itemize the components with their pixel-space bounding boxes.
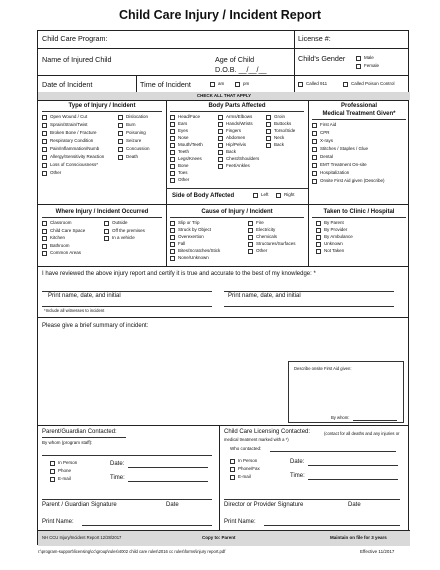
checkbox-box[interactable] bbox=[170, 249, 175, 254]
checkbox-box[interactable] bbox=[42, 236, 47, 241]
location-option-label: Classroom bbox=[50, 220, 72, 225]
checkbox-box[interactable] bbox=[170, 129, 175, 134]
divider bbox=[38, 317, 408, 318]
time-label: Time of Incident bbox=[140, 80, 191, 89]
checkbox-box[interactable] bbox=[248, 249, 253, 254]
checkbox-box[interactable] bbox=[312, 123, 317, 128]
heading-underline bbox=[170, 217, 304, 218]
cause-option-label: Overexertion bbox=[178, 234, 204, 239]
checkbox-box[interactable] bbox=[316, 249, 321, 254]
checkbox-box[interactable] bbox=[170, 122, 175, 127]
taken-option-label: Unknown bbox=[324, 241, 343, 246]
divider bbox=[136, 75, 137, 92]
body-part-option-label: Torso/Side bbox=[274, 128, 296, 133]
injury-option-label: Respiratory Condition bbox=[50, 138, 94, 143]
divider bbox=[219, 425, 220, 530]
checkbox-box[interactable] bbox=[170, 256, 175, 261]
age-label: Age of Child bbox=[215, 55, 255, 64]
checkbox-box[interactable] bbox=[42, 171, 47, 176]
taken-option-label: Not Taken bbox=[324, 248, 345, 253]
parent-heading: Parent/Guardian Contacted: bbox=[42, 429, 117, 435]
checkbox-box[interactable] bbox=[104, 229, 109, 234]
checkbox-box[interactable] bbox=[266, 143, 271, 148]
parent-time-line[interactable] bbox=[128, 481, 208, 482]
body-part-option-label: Bone bbox=[178, 163, 189, 168]
checkbox-box[interactable] bbox=[312, 131, 317, 136]
parent-phone-label: Phone bbox=[58, 468, 72, 473]
checkbox-box[interactable] bbox=[312, 155, 317, 160]
body-part-option-label: Fingers bbox=[226, 128, 242, 133]
checkbox-box[interactable] bbox=[170, 136, 175, 141]
date-label: Date of Incident bbox=[42, 80, 93, 89]
checkbox-box[interactable] bbox=[266, 136, 271, 141]
divider bbox=[38, 100, 408, 101]
checkbox-box[interactable] bbox=[218, 157, 223, 162]
taken-heading: Taken to Clinic / Hospital bbox=[323, 209, 395, 215]
divider bbox=[294, 48, 295, 75]
checkbox-box[interactable] bbox=[266, 129, 271, 134]
parent-by-whom-line[interactable] bbox=[42, 455, 212, 456]
checkbox-box[interactable] bbox=[316, 221, 321, 226]
checkbox-box[interactable] bbox=[170, 157, 175, 162]
checkbox-box[interactable] bbox=[42, 244, 47, 249]
gender-label: Child's Gender bbox=[298, 54, 346, 63]
body-part-option-label: Hands/Wrists bbox=[226, 121, 253, 126]
file-path: r:\program-support\licensing\cc\group\rules\4002 child care rules\2016 cc rules\forms\injury report.pdf bbox=[38, 549, 226, 554]
checkbox-box[interactable] bbox=[42, 147, 47, 152]
divider bbox=[294, 31, 295, 48]
location-option-label: Off the premises bbox=[112, 227, 145, 233]
copy-to: Copy to: Parent bbox=[202, 535, 236, 540]
licensing-in-person-label: In Person bbox=[238, 458, 258, 463]
checkbox-box[interactable] bbox=[312, 179, 317, 184]
checkbox-box[interactable] bbox=[42, 115, 47, 120]
checkbox-box[interactable] bbox=[316, 235, 321, 240]
certify-statement: I have reviewed the above injury report and certify it is true and accurate to the best of my knowledge: bbox=[42, 271, 312, 277]
witness-line-4[interactable] bbox=[224, 306, 394, 307]
injury-option-label: Dislocation bbox=[126, 114, 149, 119]
checkbox-box[interactable] bbox=[118, 115, 123, 120]
certify-star: * bbox=[313, 271, 316, 277]
checkbox-box[interactable] bbox=[218, 143, 223, 148]
licensing-who-label: Who contacted: bbox=[230, 446, 262, 451]
treatment-heading-1: Professional bbox=[340, 103, 377, 109]
heading-underline bbox=[42, 217, 162, 218]
parent-signature-line[interactable] bbox=[42, 499, 212, 500]
called-911-label: Called 911 bbox=[306, 81, 328, 86]
checkbox-box[interactable] bbox=[170, 242, 175, 247]
witness-line-3[interactable] bbox=[42, 306, 212, 307]
licensing-print-name-label: Print Name: bbox=[224, 519, 256, 525]
body-part-option-label: Abdomen bbox=[226, 135, 246, 140]
checkbox-box[interactable] bbox=[170, 164, 175, 169]
checkbox-box[interactable] bbox=[218, 122, 223, 127]
program-label: Child Care Program: bbox=[42, 34, 108, 43]
checkbox-box[interactable] bbox=[218, 129, 223, 134]
checkbox-box[interactable] bbox=[218, 115, 223, 120]
male-label: Male bbox=[364, 55, 374, 60]
injury-option-label: Allergy/Sensitivity Reaction bbox=[50, 154, 105, 159]
checkbox-box[interactable] bbox=[118, 139, 123, 144]
body-part-option-label: Feet/Ankles bbox=[226, 163, 250, 168]
taken-option-label: By Ambulance bbox=[324, 234, 353, 239]
licensing-who-line[interactable] bbox=[270, 451, 396, 452]
body-part-option-label: Eyes bbox=[178, 128, 189, 133]
parent-print-name-label: Print Name: bbox=[42, 519, 74, 525]
divider bbox=[38, 266, 408, 267]
licensing-signature-label: Director or Provider Signature bbox=[224, 502, 304, 508]
location-option-label: Child Care Space bbox=[50, 227, 86, 233]
witness-line-1[interactable] bbox=[42, 291, 212, 292]
heading-underline bbox=[312, 217, 406, 218]
cause-heading: Cause of Injury / Incident bbox=[201, 209, 273, 215]
checkbox-box[interactable] bbox=[42, 155, 47, 160]
injury-option-label: Pain/Inflammation/Numb bbox=[50, 146, 100, 151]
cause-option-label: Other bbox=[256, 248, 268, 253]
licensing-print-name-line[interactable] bbox=[264, 525, 400, 526]
checkbox-box[interactable] bbox=[248, 221, 253, 226]
treatment-heading-2: Medical Treatment Given* bbox=[322, 111, 396, 117]
checkbox-box[interactable] bbox=[316, 228, 321, 233]
checkbox-box[interactable] bbox=[218, 164, 223, 169]
treatment-option-label: EMT Treatment On-site bbox=[320, 162, 367, 167]
parent-email-label: E-mail bbox=[58, 476, 71, 481]
report-form bbox=[37, 30, 409, 545]
parent-in-person-label: In Person bbox=[58, 460, 78, 465]
body-part-option-label: Arms/Elbows bbox=[226, 114, 253, 119]
licensing-time-label: Time: bbox=[290, 473, 305, 479]
checkbox-box[interactable] bbox=[248, 235, 253, 240]
checkbox-box[interactable] bbox=[316, 242, 321, 247]
describe-label: Describe onsite First Aid given: bbox=[294, 366, 352, 371]
body-part-option-label: Chest/Shoulders bbox=[226, 156, 260, 161]
treatment-option-label: Onsite First Aid given (Describe) bbox=[320, 178, 385, 183]
left-side-label: Left bbox=[261, 192, 269, 197]
checkbox-box[interactable] bbox=[118, 123, 123, 128]
location-option-label: In a vehicle bbox=[112, 235, 135, 240]
checkbox-box[interactable] bbox=[248, 242, 253, 247]
checkbox-box[interactable] bbox=[170, 150, 175, 155]
treatment-option-label: Dental bbox=[320, 154, 334, 159]
checkbox-box[interactable] bbox=[118, 131, 123, 136]
cause-option-label: Slip or Trip bbox=[178, 220, 200, 225]
checkbox-box[interactable] bbox=[312, 147, 317, 152]
female-label: Female bbox=[364, 63, 380, 68]
injury-option-label: Concussion bbox=[126, 146, 150, 151]
heading-underline bbox=[42, 437, 126, 438]
treatment-option-label: Hospitalization bbox=[320, 170, 350, 175]
checkbox-box[interactable] bbox=[42, 221, 47, 226]
parent-signature-label: Parent / Guardian Signature bbox=[42, 502, 117, 508]
divider bbox=[38, 48, 408, 49]
summary-label: Please give a brief summary of incident: bbox=[42, 323, 149, 329]
checkbox-box[interactable] bbox=[104, 221, 109, 226]
body-part-option-label: Toes bbox=[178, 170, 188, 175]
checkbox-box[interactable] bbox=[312, 171, 317, 176]
by-whom-summary-label: By whom: bbox=[331, 415, 350, 420]
taken-option-label: By Provider bbox=[324, 227, 348, 232]
parent-date-line[interactable] bbox=[128, 467, 208, 468]
treatment-option-label: CPR bbox=[320, 130, 330, 135]
body-part-option-label: Head/Face bbox=[178, 114, 201, 119]
checkbox-box[interactable] bbox=[170, 171, 175, 176]
parent-time-label: Time: bbox=[110, 475, 125, 481]
body-part-option-label: Other bbox=[178, 177, 190, 182]
body-part-option-label: Nose bbox=[178, 135, 189, 140]
injury-option-label: Poisoning bbox=[126, 130, 146, 135]
body-part-option-label: Buttocks bbox=[274, 121, 292, 126]
injury-option-label: Open Wound / Cut bbox=[50, 114, 88, 119]
licensing-time-line[interactable] bbox=[308, 479, 398, 480]
checkbox-box[interactable] bbox=[312, 163, 317, 168]
licensing-phone-label: Phone/Fax bbox=[238, 466, 260, 471]
cause-option-label: Electricity bbox=[256, 227, 276, 232]
right-side-label: Right bbox=[284, 192, 295, 197]
treatment-option-label: X-rays bbox=[320, 138, 334, 143]
cause-option-label: Struck by Object bbox=[178, 227, 212, 232]
parent-print-name-line[interactable] bbox=[82, 525, 212, 526]
poison-control-label: Called Poison Control bbox=[351, 81, 395, 86]
witness-note: *Include all witnesses to incident bbox=[44, 308, 105, 313]
body-part-option-label: Back bbox=[226, 149, 237, 154]
maintain-note: Maintain on file for 3 years bbox=[330, 535, 387, 540]
checkbox-box[interactable] bbox=[118, 147, 123, 152]
cause-option-label: None/Unknown bbox=[178, 255, 209, 260]
checkbox-box[interactable] bbox=[170, 143, 175, 148]
injury-option-label: Loss of Consciousness* bbox=[50, 162, 99, 167]
checkbox-box[interactable] bbox=[218, 150, 223, 155]
checkbox-box[interactable] bbox=[42, 229, 47, 234]
licensing-note: (contact for all deaths and any injuries or medical treatment marked with a *) bbox=[224, 431, 400, 443]
divider bbox=[38, 425, 408, 426]
side-label: Side of Body Affected bbox=[172, 193, 235, 199]
license-label: License #: bbox=[298, 34, 331, 43]
checkbox-box[interactable] bbox=[248, 228, 253, 233]
taken-option-label: By Parent bbox=[324, 220, 344, 225]
checkbox-box[interactable] bbox=[312, 139, 317, 144]
witness-line-2[interactable] bbox=[224, 291, 394, 292]
treatment-option-label: Stitches / Staples / Glue bbox=[320, 146, 369, 151]
licensing-signature-line[interactable] bbox=[224, 499, 400, 500]
body-part-option-label: Hip/Pelvis bbox=[226, 142, 247, 147]
location-option-label: Outside bbox=[112, 220, 128, 225]
where-heading: Where Injury / Incident Occurred bbox=[55, 209, 149, 215]
heading-underline bbox=[312, 119, 406, 120]
cause-option-label: Bites/Scratches/Stick bbox=[178, 248, 221, 253]
certify-text bbox=[42, 271, 316, 277]
check-all-label: CHECK ALL THAT APPLY bbox=[196, 93, 252, 98]
injury-option-label: Sprain/Strain/Twist bbox=[50, 122, 88, 127]
licensing-sig-date-label: Date bbox=[348, 502, 361, 508]
heading-underline bbox=[42, 111, 162, 112]
body-part-option-label: Mouth/Teeth bbox=[178, 142, 203, 147]
checkbox-box[interactable] bbox=[42, 123, 47, 128]
injury-option-label: Burn bbox=[126, 122, 136, 127]
injury-option-label: Death bbox=[126, 154, 139, 159]
licensing-heading: Child Care Licensing Contacted: bbox=[224, 429, 311, 435]
am-label: am bbox=[218, 81, 225, 86]
body-part-option-label: Neck bbox=[274, 135, 285, 140]
checkbox-box[interactable] bbox=[170, 228, 175, 233]
divider bbox=[38, 204, 408, 205]
checkbox-box[interactable] bbox=[118, 155, 123, 160]
divider bbox=[166, 188, 308, 189]
cause-option-label: Fire bbox=[256, 220, 264, 225]
body-part-option-label: Teeth bbox=[178, 149, 190, 154]
print-name-label-1: Print name, date, and initial bbox=[48, 293, 121, 299]
print-name-label-2: Print name, date, and initial bbox=[228, 293, 301, 299]
checkbox-box[interactable] bbox=[266, 115, 271, 120]
licensing-date-label: Date: bbox=[290, 459, 305, 465]
parent-sig-date-label: Date bbox=[166, 502, 179, 508]
injury-heading: Type of Injury / Incident bbox=[68, 103, 136, 109]
body-part-option-label: Legs/Knees bbox=[178, 156, 202, 161]
checkbox-box[interactable] bbox=[42, 139, 47, 144]
injury-option-label: Other bbox=[50, 170, 62, 175]
injured-child-label: Name of Injured Child bbox=[42, 55, 112, 64]
pm-label: pm bbox=[243, 81, 250, 86]
location-option-label: Bathroom bbox=[50, 242, 70, 248]
cause-option-label: Fall bbox=[178, 241, 186, 246]
checkbox-box[interactable] bbox=[42, 131, 47, 136]
treatment-option-label: First Aid bbox=[320, 122, 337, 127]
parent-date-label: Date: bbox=[110, 461, 125, 467]
body-heading: Body Parts Affected bbox=[208, 103, 266, 109]
checkbox-box[interactable] bbox=[170, 221, 175, 226]
checkbox-box[interactable] bbox=[42, 251, 47, 256]
cause-option-label: Structures/Surfaces bbox=[256, 241, 296, 246]
checkbox-box[interactable] bbox=[42, 163, 47, 168]
body-part-option-label: Groin bbox=[274, 114, 286, 119]
injury-option-label: Seizure bbox=[126, 138, 142, 143]
licensing-date-line[interactable] bbox=[308, 465, 398, 466]
by-whom-line[interactable] bbox=[353, 420, 397, 421]
location-option-label: Common Areas bbox=[50, 250, 82, 255]
effective-date: Effective 11/2017 bbox=[360, 549, 395, 554]
checkbox-box[interactable] bbox=[170, 178, 175, 183]
body-part-option-label: Back bbox=[274, 142, 285, 147]
checkbox-box[interactable] bbox=[170, 235, 175, 240]
checkbox-box[interactable] bbox=[170, 115, 175, 120]
licensing-email-label: E-mail bbox=[238, 474, 251, 479]
parent-by-whom-label: By whom (program staff): bbox=[42, 440, 93, 445]
heading-underline bbox=[170, 111, 304, 112]
injury-option-label: Broken Bone / Fracture bbox=[50, 130, 97, 135]
body-part-option-label: Ears bbox=[178, 121, 188, 126]
cause-option-label: Chemicals bbox=[256, 234, 278, 239]
divider bbox=[38, 75, 408, 76]
form-title: Child Care Injury / Incident Report bbox=[118, 8, 322, 22]
checkbox-box[interactable] bbox=[218, 136, 223, 141]
dob-label: D.O.B. __/__/__ bbox=[215, 65, 267, 74]
checkbox-box[interactable] bbox=[104, 236, 109, 241]
checkbox-box[interactable] bbox=[266, 122, 271, 127]
location-option-label: Kitchen bbox=[50, 235, 66, 240]
form-id: NH CCU Injury/Incident Report 12/28/2017 bbox=[42, 535, 122, 540]
divider bbox=[294, 75, 295, 92]
